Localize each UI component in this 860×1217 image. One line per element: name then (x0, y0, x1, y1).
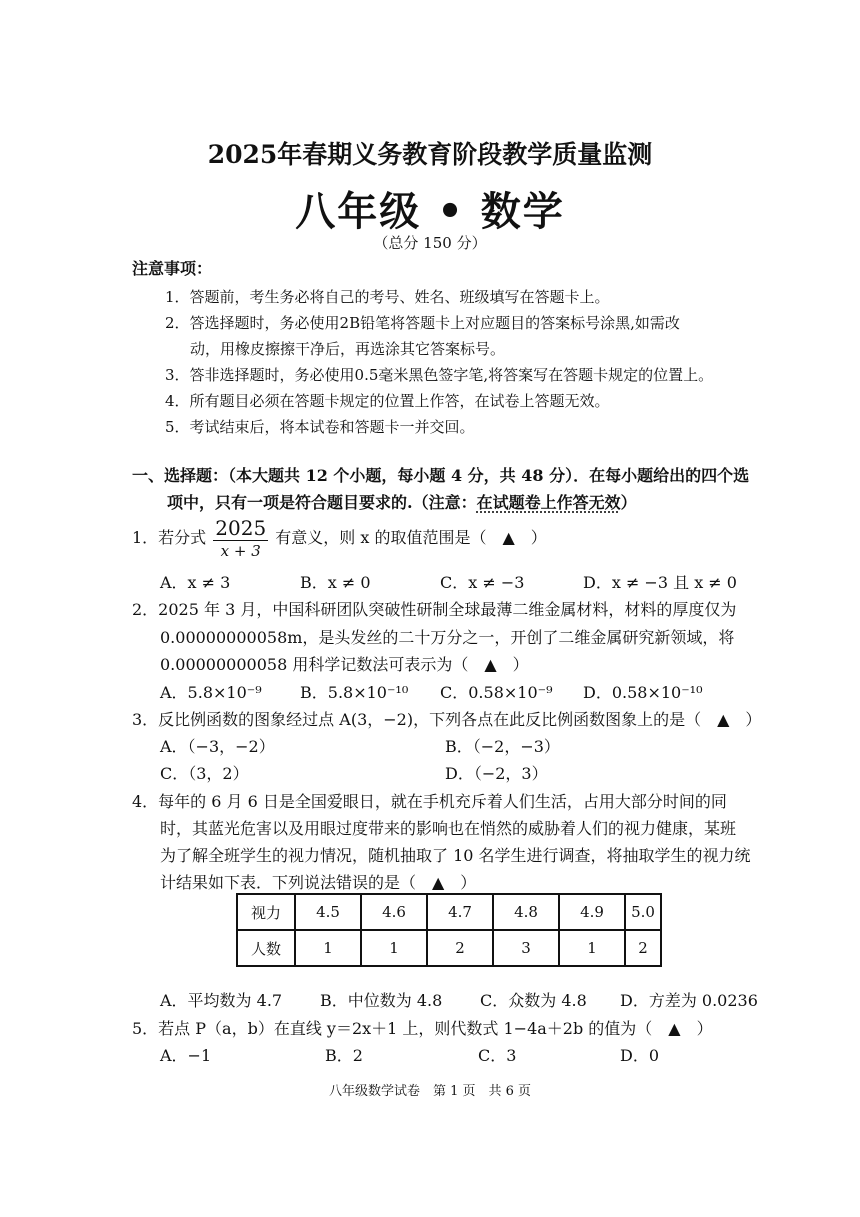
q3-option-d: D．（−2，3） (445, 764, 548, 783)
note-item: 5．考试结束后，将本试卷和答题卡一并交回。 (165, 418, 475, 436)
table-row (237, 894, 661, 930)
q2-stem-line: 2．2025 年 3 月，中国科研团队突破性研制全球最薄二维金属材料，材料的厚度仅为 (132, 600, 737, 619)
table-cell: 1 (559, 930, 625, 966)
q2-option-d: D．0.58×10⁻¹⁰ (583, 683, 703, 702)
q2-option-a: A．5.8×10⁻⁹ (160, 683, 262, 702)
emphasis-text: 在试题卷上作答无效 (476, 493, 621, 512)
q4-option-a: A．平均数为 4.7 (160, 991, 283, 1010)
table-header-cell: 视力 (237, 894, 295, 930)
note-item: 3．答非选择题时，务必使用0.5毫米黑色签字笔,将答案写在答题卡规定的位置上。 (165, 366, 714, 384)
note-item-continued: 动，用橡皮擦擦干净后，再选涂其它答案标号。 (190, 340, 506, 358)
q2-option-c: C．0.58×10⁻⁹ (440, 683, 553, 702)
table-cell: 4.9 (559, 894, 625, 930)
note-item: 1．答题前，考生务必将自己的考号、姓名、班级填写在答题卡上。 (165, 288, 610, 306)
exam-subtitle: 2025年春期义务教育阶段教学质量监测 (207, 140, 653, 169)
page-footer: 八年级数学试卷 第 1 页 共 6 页 (328, 1084, 532, 1099)
q4-option-b: B．中位数为 4.8 (320, 991, 443, 1010)
q2-stem-line: 0.00000000058 用科学记数法可表示为（ ▲ ） (160, 655, 529, 674)
total-score: （总分 150 分） (373, 234, 487, 252)
q1-suffix: 有意义，则 x 的取值范围是（ ▲ ） (275, 528, 547, 547)
section-instruction-end: ） (620, 493, 637, 512)
table-cell: 4.8 (493, 894, 559, 930)
table-header-cell: 人数 (237, 930, 295, 966)
table-cell: 4.7 (427, 894, 493, 930)
section-heading-line2 (167, 490, 637, 513)
q1-fraction (213, 516, 268, 561)
table-cell: 4.6 (361, 894, 427, 930)
note-item: 4．所有题目必须在答题卡规定的位置上作答，在试卷上答题无效。 (165, 392, 610, 410)
q1-option-b: B．x ≠ 0 (300, 573, 371, 592)
exam-title: 八年级 • 数学 (295, 188, 565, 235)
q4-stem-line: 计结果如下表．下列说法错误的是（ ▲ ） (160, 873, 477, 892)
table-cell: 3 (493, 930, 559, 966)
fraction-numerator: 2025 (215, 516, 267, 540)
table-cell: 1 (361, 930, 427, 966)
q2-option-b: B．5.8×10⁻¹⁰ (300, 683, 409, 702)
q3-stem: 3．反比例函数的图象经过点 A(3，−2)，下列各点在此反比例函数图象上的是（ ▲ ） (132, 710, 762, 729)
q5-option-c: C．3 (478, 1046, 517, 1065)
question-1-stem (132, 516, 547, 561)
q1-prefix: 1．若分式 (132, 528, 207, 547)
fraction-denominator: x + 3 (220, 542, 261, 560)
note-item: 2．答选择题时，务必使用2B铅笔将答题卡上对应题目的答案标号涂黑,如需改 (165, 314, 680, 332)
table-row (237, 930, 661, 966)
table-cell: 2 (625, 930, 661, 966)
q4-stem-line: 为了解全班学生的视力情况，随机抽取了 10 名学生进行调查，将抽取学生的视力统 (160, 846, 751, 865)
table-cell: 5.0 (625, 894, 661, 930)
q5-option-d: D．0 (620, 1046, 660, 1065)
q3-option-b: B．（−2，−3） (445, 737, 560, 756)
q4-option-d: D．方差为 0.0236 (620, 991, 758, 1010)
q5-stem: 5．若点 P（a，b）在直线 y＝2x＋1 上，则代数式 1−4a＋2b 的值为（ ▲ ） (132, 1019, 713, 1038)
table-cell: 4.5 (295, 894, 361, 930)
q3-option-a: A．（−3，−2） (160, 737, 275, 756)
section-heading: 一、选择题：（本大题共 12 个小题，每小题 4 分，共 48 分）．在每小题给出的四个选 (132, 466, 750, 485)
q1-option-a: A．x ≠ 3 (160, 573, 231, 592)
section-instruction: 项中，只有一项是符合题目要求的.（注意： (167, 493, 477, 512)
q3-option-c: C．（3，2） (160, 764, 249, 783)
q2-stem-line: 0.00000000058m，是头发丝的二十万分之一，开创了二维金属研究新领域，将 (160, 628, 735, 647)
vision-table (236, 893, 662, 967)
table-cell: 2 (427, 930, 493, 966)
q1-option-d: D．x ≠ −3 且 x ≠ 0 (583, 573, 737, 592)
q4-option-c: C．众数为 4.8 (480, 991, 587, 1010)
table-cell: 1 (295, 930, 361, 966)
q4-stem-line: 4．每年的 6 月 6 日是全国爱眼日，就在手机充斥着人们生活，占用大部分时间的同 (132, 792, 727, 811)
q4-stem-line: 时，其蓝光危害以及用眼过度带来的影响也在悄然的威胁着人们的视力健康，某班 (160, 819, 737, 838)
q5-option-a: A．−1 (160, 1046, 212, 1065)
q1-option-c: C．x ≠ −3 (440, 573, 525, 592)
notes-title: 注意事项： (132, 259, 213, 278)
q5-option-b: B．2 (325, 1046, 363, 1065)
